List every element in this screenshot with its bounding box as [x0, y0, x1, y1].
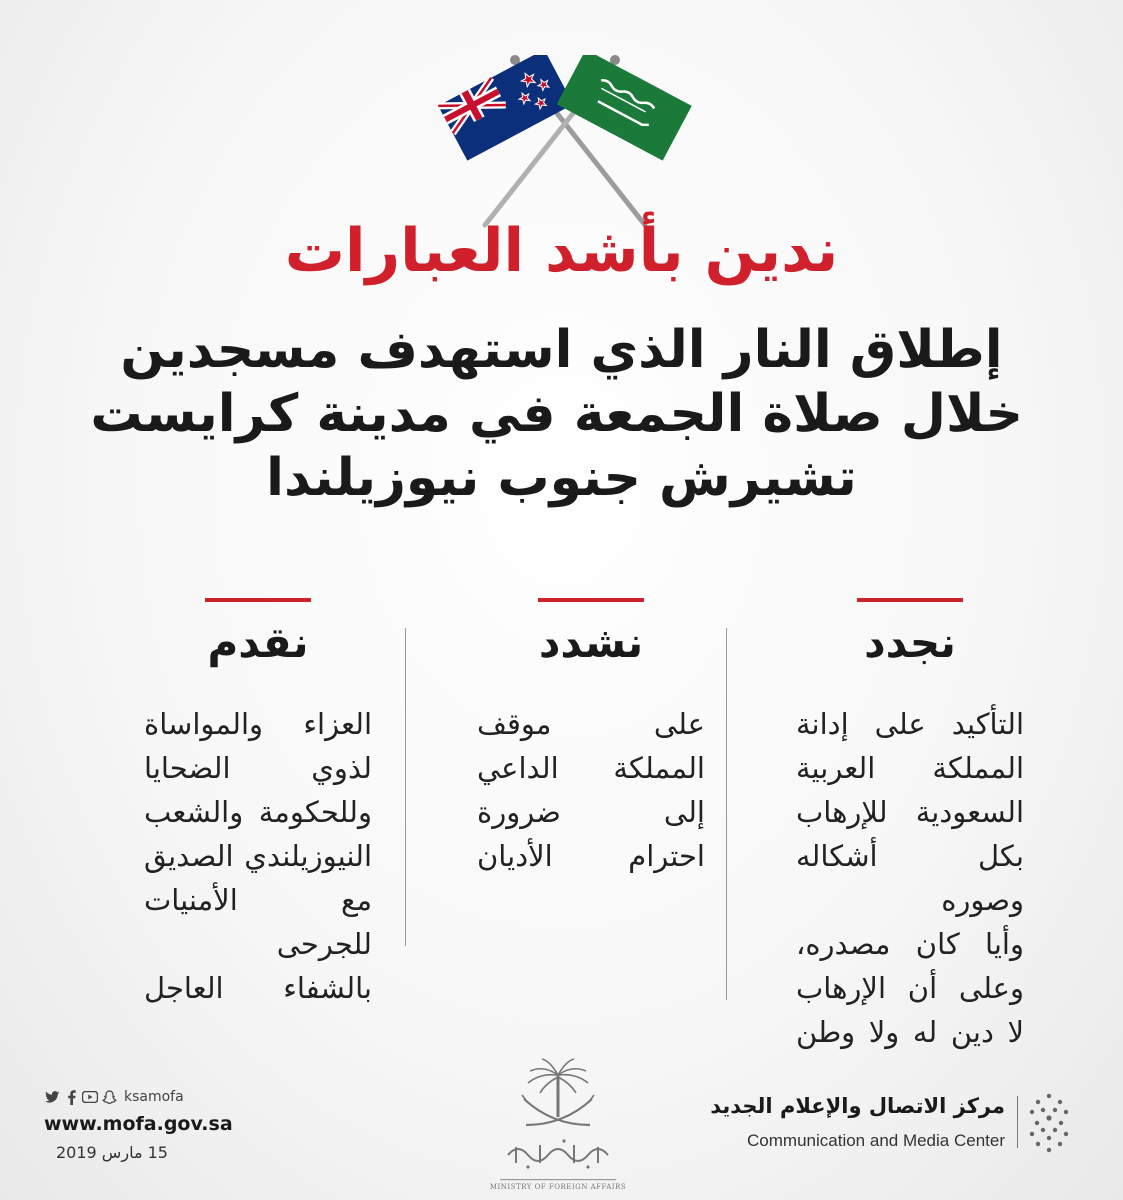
column-line: بكل أشكاله وصوره: [796, 839, 1024, 917]
media-center-brand: [710, 1090, 1090, 1160]
column-renew: [760, 598, 1060, 1054]
column-line: بالشفاء العاجل: [144, 971, 372, 1005]
column-line: التأكيد على إدانة: [796, 707, 1024, 741]
column-line: احترام الأديان: [477, 839, 705, 873]
accent-bar: [205, 598, 311, 602]
column-body: [477, 702, 705, 878]
subheadline-line: خلال صلاة الجمعة في مدينة كرايست: [90, 384, 1023, 444]
new-zealand-flag-icon: [438, 55, 573, 161]
column-body: [796, 702, 1024, 1054]
column-line: النيوزيلندي الصديق: [144, 839, 372, 873]
column-line: لا دين له ولا وطن: [796, 1015, 1024, 1049]
svg-text:MINISTRY OF FOREIGN AFFAIRS: MINISTRY OF FOREIGN AFFAIRS: [489, 1183, 627, 1191]
column-line: المملكة الداعي: [477, 751, 705, 785]
column-line: مع الأمنيات للجرحى: [144, 883, 372, 961]
column-line: وعلى أن الإرهاب: [796, 971, 1024, 1005]
media-center-logo-icon: [1028, 1092, 1070, 1154]
accent-bar: [857, 598, 963, 602]
column-title: نجدد: [864, 618, 956, 667]
snapchat-icon[interactable]: [101, 1089, 117, 1105]
column-line: وللحكومة والشعب: [144, 795, 372, 829]
brand-divider: [1017, 1096, 1018, 1148]
column-title: نشدد: [538, 618, 644, 667]
ministry-logo-text: [490, 1139, 626, 1191]
footer-contact: [44, 1089, 274, 1162]
youtube-icon[interactable]: [82, 1089, 98, 1105]
social-handle[interactable]: ksamofa: [124, 1089, 184, 1105]
social-links: [44, 1089, 274, 1105]
crossed-flags: [430, 55, 700, 230]
ministry-logo: [478, 1055, 638, 1195]
website-link[interactable]: www.mofa.gov.sa: [44, 1113, 233, 1135]
column-line: وأيا كان مصدره،: [796, 927, 1024, 961]
twitter-icon[interactable]: [44, 1089, 60, 1105]
subheadline-line: إطلاق النار الذي استهدف مسجدين: [120, 320, 1003, 380]
column-line: العزاء والمواساة: [144, 707, 372, 741]
saudi-flag-icon: [557, 55, 692, 161]
subheadline: [90, 318, 1023, 510]
column-line: المملكة العربية: [796, 751, 1024, 785]
column-line: السعودية للإرهاب: [796, 795, 1024, 829]
media-center-name-en: Communication and Media Center: [747, 1131, 1005, 1150]
column-line: على موقف: [477, 707, 705, 741]
column-title: نقدم: [207, 618, 309, 667]
column-body: [144, 702, 372, 1010]
headline: ندين بأشد العبارات: [284, 216, 839, 286]
subheadline-line: تشيرش جنوب نيوزيلندا: [266, 448, 857, 508]
column-emphasize: [441, 598, 741, 878]
media-center-name-ar: مركز الاتصال والإعلام الجديد: [710, 1094, 1005, 1118]
publish-date: 15 مارس 2019: [56, 1143, 168, 1162]
column-line: لذوي الضحايا: [144, 751, 372, 785]
column-line: إلى ضرورة: [477, 795, 705, 829]
column-offer: [108, 598, 408, 1010]
accent-bar: [538, 598, 644, 602]
facebook-icon[interactable]: [63, 1089, 79, 1105]
